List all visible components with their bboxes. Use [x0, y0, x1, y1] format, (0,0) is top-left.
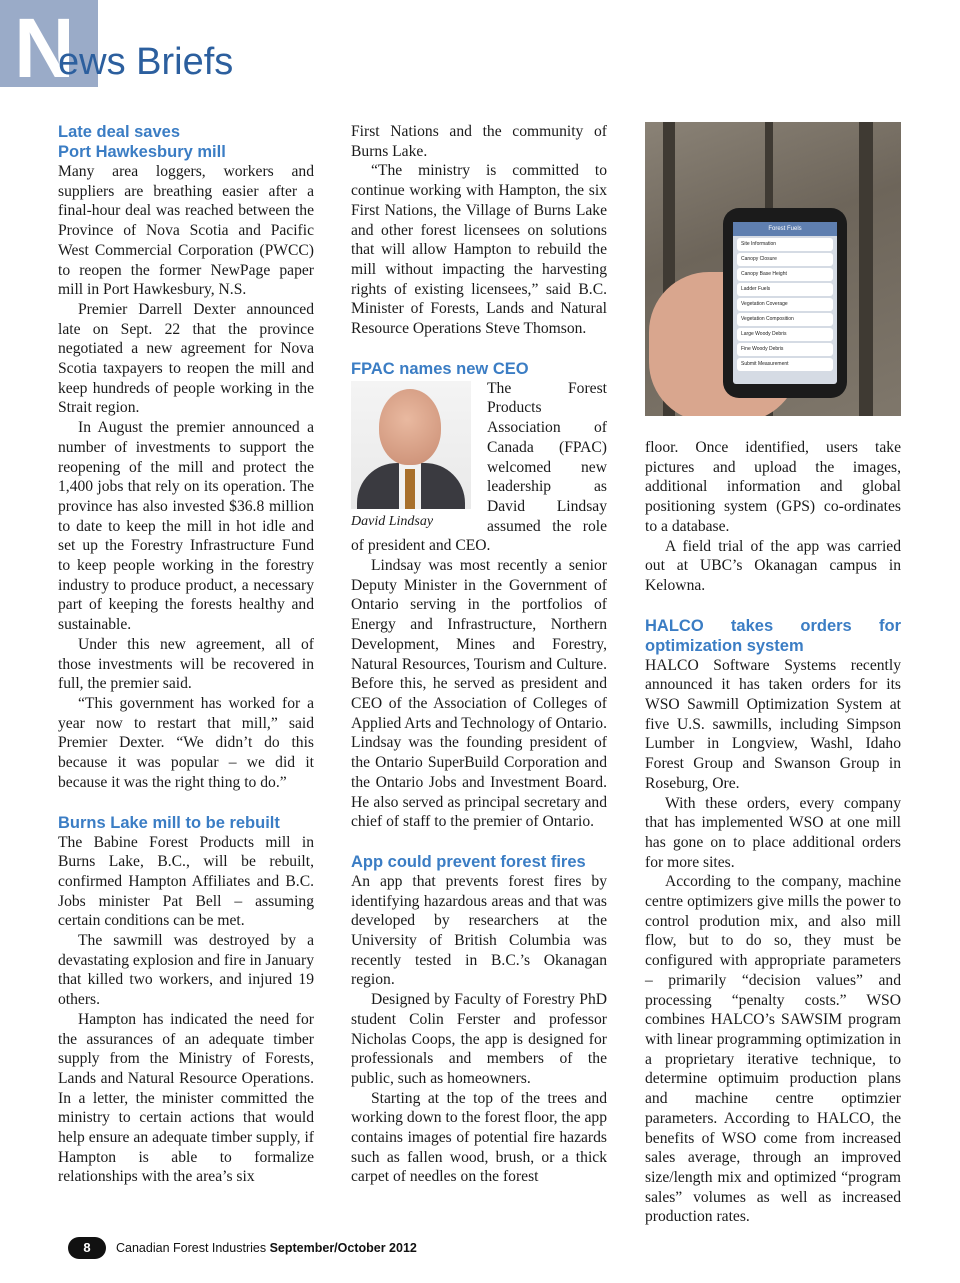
section-title: ews Briefs: [58, 41, 234, 83]
headline-forest-fires-app: App could prevent forest fires: [351, 852, 586, 871]
article-paragraph: Under this new agreement, all of those investments will be recovered in full, the premier said.: [58, 635, 314, 693]
phone-app-photo: [645, 122, 901, 416]
headline-port-hawkesbury: Late deal saves Port Hawkesbury mill: [58, 123, 226, 161]
phone-app-title: Forest Fuels: [733, 222, 837, 236]
article-paragraph: First Nations and the community of Burns Lake.: [351, 123, 607, 160]
page-number-badge: 8: [68, 1237, 106, 1259]
article-paragraph: According to the company, machine centre optimizers give mills the power to control prodution mix, and also mill flow, but to do so, they must be configured with appropriate parameters – primarily “decision values” and processing “penalty costs.” WSO combines HALCO’s SAWSIM program with linear programming optimization in a proprietary iterative technique, to determine optimuim production plans and machine centre optimzier parameters. According to HALCO, the benefits of WSO come from increased sales average, through an improved size/length mix and optimized “program sales” volumes as well as increased production rates.: [645, 873, 901, 1226]
article-paragraph: Designed by Faculty of Forestry PhD student Colin Ferster and professor Nicholas Coops, the app is designed for professionals and members of the public, such as homeowners.: [351, 991, 607, 1087]
article-paragraph: The sawmill was destroyed by a devastating explosion and fire in January that killed two workers, and injured 19 others.: [58, 932, 314, 1009]
portrait-caption: David Lindsay: [351, 513, 434, 529]
article-paragraph: Lindsay was most recently a senior Deputy Minister in the Government of Ontario serving in the portfolios of Energy and Infrastructure, Northern Development, Mines and Forestry, Natural Resources, Tourism and Culture. Before this, he served as president and CEO of the Association of Colleges of Applied Arts and Technology of Ontario. Lindsay was the founding president of the Ontario SuperBuild Corporation and the Ontario Jobs and Investment Board. He also served as principal secretary and chief of staff to the premier of Ontario.: [351, 557, 607, 831]
article-paragraph: An app that prevents forest fires by identifying hazardous areas and that was developed by researchers at the University of British Columbia was recently tested in B.C.’s Okanagan region.: [351, 872, 607, 989]
article-paragraph: With these orders, every company that has implemented WSO at one mill has gone on to place additional orders for more sites.: [645, 794, 901, 871]
column-2: [351, 122, 607, 1187]
portrait-photo: [351, 381, 471, 509]
fpac-article-body: [351, 379, 607, 832]
headline-burns-lake: Burns Lake mill to be rebuilt: [58, 813, 280, 832]
article-paragraph: The Babine Forest Products mill in Burns Lake, B.C., will be rebuilt, confirmed Hampton Affiliates and B.C. Jobs minister Pat Bell – assuming certain conditions can be met.: [58, 833, 314, 930]
article-paragraph: “The ministry is committed to continue working with Hampton, the six First Nations, the Village of Burns Lake and other forest licensees on solutions that will allow Hampton to rebuild the mill without impacting the harvesting rights of existing licensees,” said B.C. Minister of Forests, Lands and Natural Resource Operations Steve Thomson.: [351, 162, 607, 338]
column-1: [58, 122, 314, 1187]
headline-halco: HALCO takes orders for optimization system: [645, 616, 901, 655]
article-paragraph: Hampton has indicated the need for the assurances of an adequate timber supply from the Ministry of Forests, Lands and Natural Resource Operations. In a letter, the minister committed the ministry to certain actions that would help ensure an adequate timber supply, if Hampton is able to formalize relationships with the area’s six: [58, 1010, 314, 1186]
article-paragraph: HALCO Software Systems recently announced it has taken orders for its WSO Sawmill Optimization System at five U.S. sawmills, including Simpson Lumber in Longview, Washl, Idaho Forest Group and Swanson Group in Roseburg, Ore.: [645, 656, 901, 792]
headline-fpac-ceo: FPAC names new CEO: [351, 359, 529, 378]
article-paragraph: “This government has worked for a year now to restart that mill,” said Premier Dexter. “We didn’t do this because it was popular – we did it because it was the right thing to do.”: [58, 694, 314, 791]
header-initial-letter: N: [14, 1, 75, 95]
smartphone: [723, 208, 847, 398]
article-paragraph: Premier Darrell Dexter announced late on Sept. 22 that the province negotiated a new agreement for Nova Scotia taxpayers to reopen the mill and keep hundreds of people working in the Strait region.: [58, 300, 314, 417]
column-3: [645, 122, 901, 1227]
article-paragraph: The Forest Products Association of Canada (FPAC) welcomed new leadership as David Lindsay assumed the role of president and CEO.: [351, 379, 607, 555]
article-paragraph: floor. Once identified, users take pictures and upload the images, additional information and global positioning system (GPS) co-ordinates to a database.: [645, 439, 901, 535]
phone-screen: Forest Fuels Site Information Canopy Closure Canopy Base Height Ladder Fuels Vegetation Coverage Vegetation Composition Large Woody Debris Fine Woody Debris Submit Measurement: [733, 222, 837, 384]
article-paragraph: Many area loggers, workers and suppliers are breathing easier after a final-hour deal was reached between the Province of Nova Scotia and Pacific West Commercial Corporation (PWCC) to reopen the former NewPage paper mill in Port Hawkesbury, N.S.: [58, 163, 314, 299]
article-paragraph: Starting at the top of the trees and working down to the forest floor, the app contains images of potential fire hazards such as fallen wood, brush, or a thick carpet of needles on the forest: [351, 1089, 607, 1186]
article-paragraph: A field trial of the app was carried out at UBC’s Okanagan campus in Kelowna.: [645, 537, 901, 594]
article-paragraph: In August the premier announced a number of investments to support the reopening of the mill and protect the 1,400 jobs that rely on its operation. The province has also invested $36.8 million to date to keep the mill in hot idle and set up the Forestry Infrastructure Fund to keep people working in the forestry industry to produce product, a necessary part of keeping the forests healthy and sustainable.: [58, 419, 314, 634]
footer-publication: Canadian Forest Industries September/October 2012: [116, 1241, 417, 1255]
portrait-david-lindsay: [351, 381, 481, 531]
